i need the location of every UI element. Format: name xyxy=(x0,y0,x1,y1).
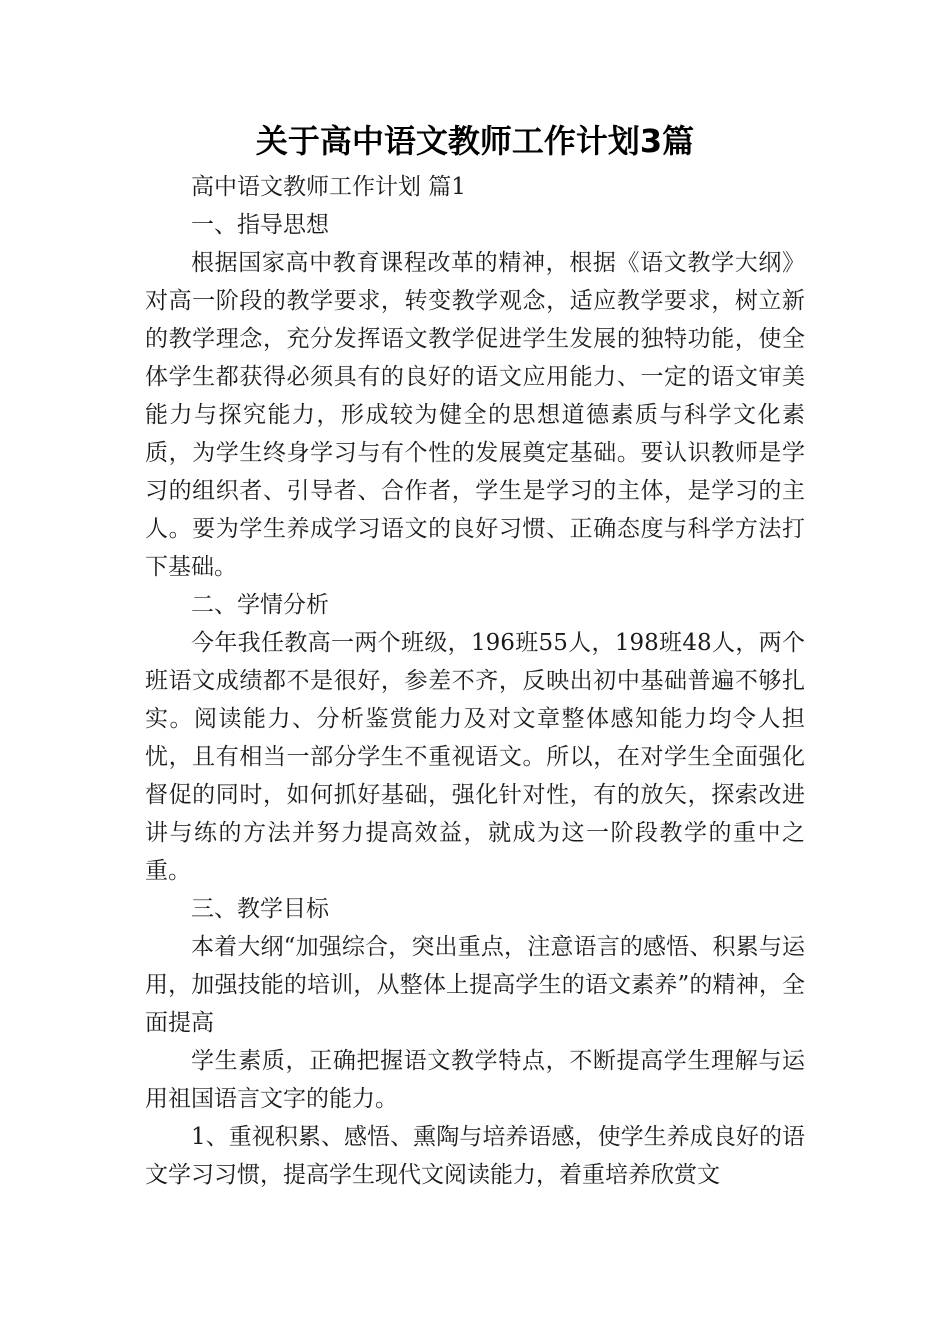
paragraph-guiding-ideology: 根据国家高中教育课程改革的精神，根据《语文教学大纲》对高一阶段的教学要求，转变教学观念，适应教学要求，树立新的教学理念，充分发挥语文教学促进学生发展的独特功能，使全体学生都获得必须具有的良好的语文应用能力、一定的语文审美能力与探究能力，形成较为健全的思想道德素质与科学文化素质，为学生终身学习与有个性的发展奠定基础。要认识教师是学习的组织者、引导者、合作者，学生是学习的主体，是学习的主人。要为学生养成学习语文的良好习惯、正确态度与科学方法打下基础。 xyxy=(145,250,805,580)
paragraph-student-quality: 学生素质，正确把握语文教学特点，不断提高学生理解与运用祖国语言文字的能力。 xyxy=(145,1048,805,1112)
paragraph-teaching-goals: 本着大纲“加强综合，突出重点，注意语言的感悟、积累与运用，加强技能的培训，从整体上提高学生的语文素养”的精神，全面提高 xyxy=(145,934,805,1036)
paragraph-student-analysis: 今年我任教高一两个班级，196班55人，198班48人，两个班语文成绩都不是很好，参差不齐，反映出初中基础普遍不够扎实。阅读能力、分析鉴赏能力及对文章整体感知能力均令人担忧，且有相当一部分学生不重视语文。所以，在对学生全面强化督促的同时，如何抓好基础，强化针对性，有的放矢，探索改进讲与练的方法并努力提高效益，就成为这一阶段教学的重中之重。 xyxy=(145,630,805,884)
document-title: 关于高中语文教师工作计划3篇 xyxy=(255,122,695,160)
heading-student-analysis: 二、学情分析 xyxy=(191,592,329,618)
heading-teaching-goals: 三、教学目标 xyxy=(191,896,329,922)
paragraph-goal-item-1: 1、重视积累、感悟、熏陶与培养语感，使学生养成良好的语文学习习惯，提高学生现代文阅读能力，着重培养欣赏文 xyxy=(145,1124,805,1188)
heading-guiding-ideology: 一、指导思想 xyxy=(191,212,329,238)
document-body xyxy=(145,168,805,1194)
section-heading-part1: 高中语文教师工作计划 篇1 xyxy=(191,174,466,200)
